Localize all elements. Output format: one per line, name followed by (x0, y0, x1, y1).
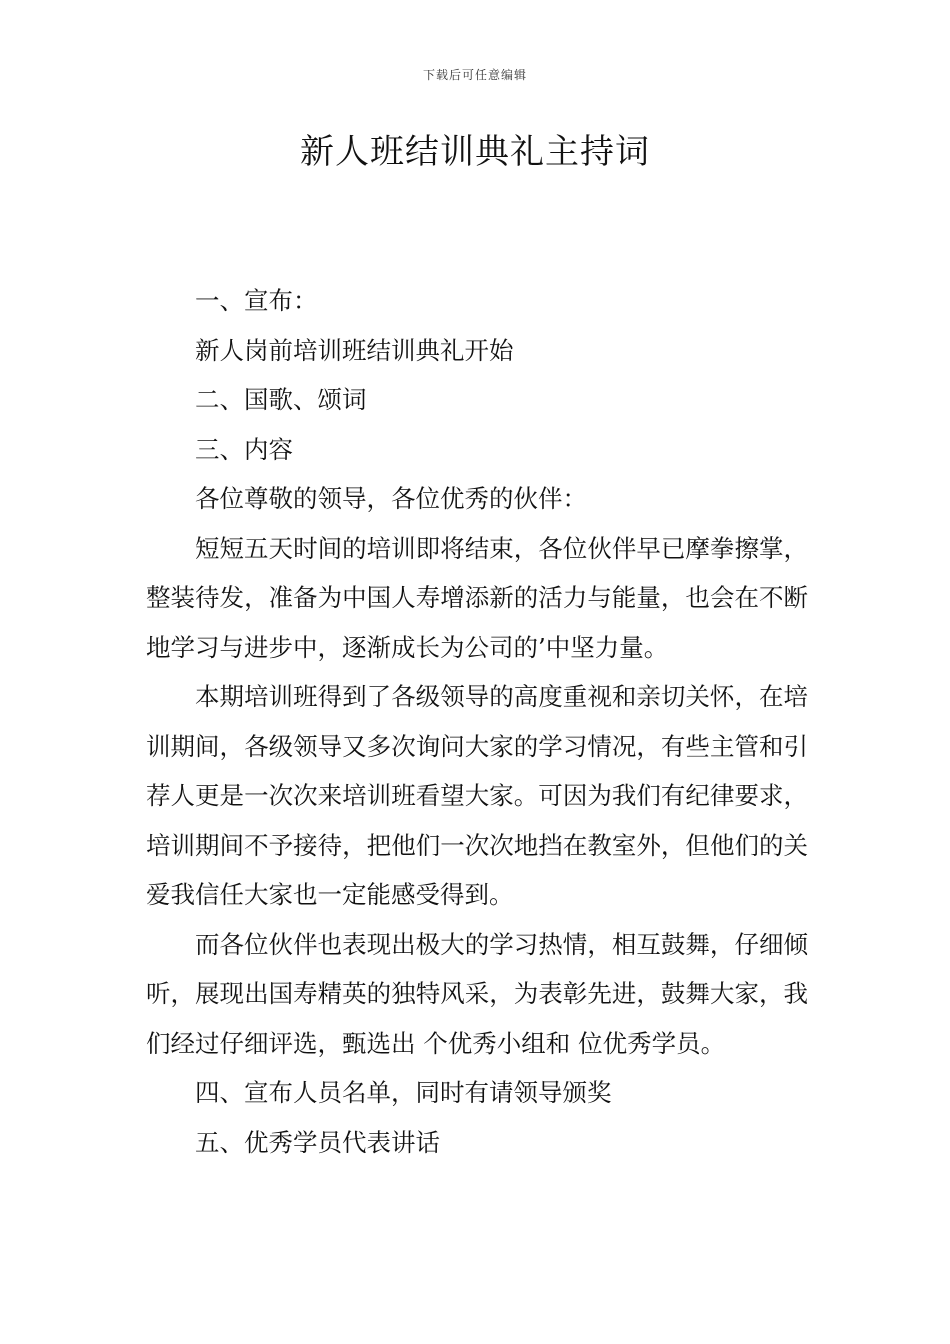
paragraph-greeting: 各位尊敬的领导，各位优秀的伙伴： (195, 484, 587, 513)
section-heading-content: 三、内容 (195, 434, 293, 464)
paragraph-body-2: 本期培训班得到了各级领导的高度重视和亲切关怀，在培训期间，各级领导又多次询问大家的学习情况，有些主管和引荐人更是一次次来培训班看望大家。可因为我们有纪律要求，培训期间不予接待，把他们一次次地挡在教室外，但他们的关爱我信任大家也一定能感受得到。 (146, 682, 808, 909)
section-heading-announce: 一、宣布： (195, 286, 318, 315)
section-heading-awards: 四、宣布人员名单，同时有请领导颁奖 (195, 1078, 612, 1107)
header-note: 下载后可任意编辑 (422, 68, 527, 82)
paragraph-opening: 新人岗前培训班结训典礼开始 (195, 335, 514, 365)
document-title: 新人班结训典礼主持词 (300, 132, 650, 172)
document-body (146, 276, 808, 1167)
section-heading-speech: 五、优秀学员代表讲话 (195, 1127, 440, 1157)
paragraph-body-1: 短短五天时间的培训即将结束，各位伙伴早已摩拳擦掌，整装待发，准备为中国人寿增添新的活力与能量，也会在不断地学习与进步中，逐渐成长为公司的’中坚力量。 (146, 533, 808, 662)
section-heading-anthem: 二、国歌、颂词 (195, 385, 367, 414)
paragraph-body-3: 而各位伙伴也表现出极大的学习热情，相互鼓舞，仔细倾听，展现出国寿精英的独特风采，为表彰先进，鼓舞大家，我们经过仔细评选，甄选出 个优秀小组和 位优秀学员。 (146, 929, 808, 1058)
